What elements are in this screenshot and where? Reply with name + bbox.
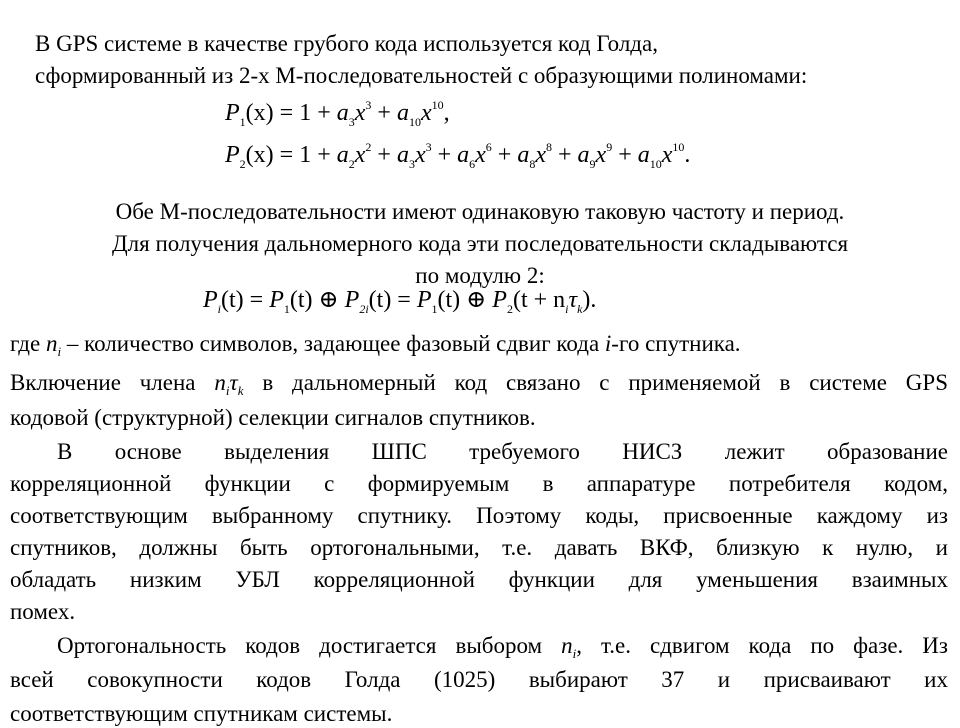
para1-line-2: корреляционной функции с формируемым в аппаратуре потребителя кодом, xyxy=(10,471,948,496)
para1-line-5: обладать низким УБЛ корреляционной функции для уменьшения взаимных xyxy=(10,567,948,592)
inclusion-prefix: Включение члена xyxy=(10,370,215,395)
where-suffix: – количество символов, задающее фазовый сдвиг кода xyxy=(61,331,605,356)
formula-p1 xyxy=(225,98,450,130)
formula-p1-symbol: P xyxy=(225,100,240,126)
formula-p1-x2: x xyxy=(420,100,432,126)
inclusion-k: k xyxy=(237,383,244,398)
para1-line-6: помех. xyxy=(10,599,76,624)
para2-i: i xyxy=(572,646,577,661)
formula-p2-end: . xyxy=(684,142,691,168)
para2-n: n xyxy=(561,633,573,658)
formula-p2-term-sup: 8 xyxy=(546,140,552,154)
formula-p2-term-coef: a xyxy=(517,142,530,168)
formula-p2-term-sub: 6 xyxy=(469,157,476,171)
formula-p2-term-sub: 2 xyxy=(348,157,355,171)
formula-p1-arg: (x) = 1 + xyxy=(245,100,337,126)
formula-pi-sub-k: k xyxy=(577,302,583,316)
formula-p2-symbol: P xyxy=(225,142,240,168)
formula-p2-term-x: x xyxy=(661,142,673,168)
para1-line-4: спутников, должны быть ортогональными, т.е. давать ВКФ, близкую к нулю, и xyxy=(10,535,948,560)
para2-suffix: , т.е. сдвигом кода по фазе. Из xyxy=(576,633,948,658)
formula-p2-plus: + xyxy=(612,142,638,168)
formula-p2-term-sub: 3 xyxy=(408,157,415,171)
formula-p2-term-x: x xyxy=(535,142,546,168)
formula-pi-sub-i: i xyxy=(217,302,222,316)
formula-p1-x1-sup: 3 xyxy=(365,98,372,112)
formula-p2-term-x: x xyxy=(475,142,486,168)
inclusion-line-1 xyxy=(10,369,948,405)
formula-p2-term-sub: 9 xyxy=(589,157,596,171)
formula-pi-sub-i: i xyxy=(565,302,569,316)
inclusion-n: n xyxy=(214,370,226,395)
formula-pi-p: P xyxy=(344,287,360,313)
where-n: n xyxy=(45,331,58,356)
formula-p2-term-sub: 10 xyxy=(649,157,662,171)
intro-line-2: сформированный из 2-х М-последовательностей с образующими полиномами: xyxy=(35,63,808,88)
formula-p1-plus: + xyxy=(371,100,397,126)
formula-p2-plus: + xyxy=(552,142,578,168)
formula-p1-x1: x xyxy=(354,100,366,126)
formula-pi-p: P xyxy=(269,287,284,313)
formula-p1-coef2-sub: 10 xyxy=(408,115,421,129)
formula-pi-oplus: ⊕ xyxy=(466,287,487,313)
where-suffix2: -го спутника. xyxy=(611,331,741,356)
para1-line-1: В основе выделения ШПС требуемого НИСЗ лежит образование xyxy=(57,439,948,464)
formula-pi-paren-t: (t) xyxy=(437,287,467,313)
formula-pi-p: P xyxy=(203,287,218,313)
formula-pi-end: ). xyxy=(582,287,597,313)
formula-p1-coef2: a xyxy=(396,100,409,126)
formula-p1-sub: 1 xyxy=(239,115,246,129)
formula-p2-plus: + xyxy=(491,142,518,168)
formula-p2-term-sub: 8 xyxy=(529,157,536,171)
para2-line-1 xyxy=(57,632,948,668)
para1-line-3: соответствующим выбранному спутнику. Поэтому коды, присвоенные каждому из xyxy=(10,503,948,528)
formula-pi-sub-2i: 2i xyxy=(359,302,369,316)
formula-p2-term-coef: a xyxy=(396,142,409,168)
para2-line-3: соответствующим спутникам системы. xyxy=(10,701,393,726)
middle-line-3: по модулю 2: xyxy=(415,263,545,288)
intro-line-1: В GPS системе в качестве грубого кода используется код Голда, xyxy=(35,31,658,56)
inclusion-tau: τ xyxy=(229,370,238,395)
formula-pi-sub-1: 1 xyxy=(283,302,290,316)
formula-p2-term-x: x xyxy=(595,142,607,168)
formula-pi-sub-2: 2 xyxy=(506,302,513,316)
para2-prefix: Ортогональность кодов достигается выбором xyxy=(57,633,562,658)
formula-p2 xyxy=(225,140,690,172)
formula-p2-term-sup: 3 xyxy=(425,140,432,154)
formula-pi-paren-t: (t) xyxy=(289,287,319,313)
inclusion-suffix: в дальномерный код связано с применяемой в системе GPS xyxy=(243,370,948,395)
where-line xyxy=(10,330,741,366)
formula-p2-term-sup: 9 xyxy=(606,140,613,154)
formula-p2-term-sup: 6 xyxy=(485,140,492,154)
formula-p2-plus: + xyxy=(431,142,458,168)
formula-pi-t: (t) = xyxy=(221,287,270,313)
formula-p1-end: , xyxy=(443,100,450,126)
where-i: i xyxy=(57,344,62,359)
para2-line-2: всей совокупности кодов Голда (1025) выбирают 37 и присваивают их xyxy=(10,667,948,692)
formula-pi-shift: (t + n xyxy=(512,287,566,313)
formula-p2-sub: 2 xyxy=(239,157,246,171)
inclusion-line-2: кодовой (структурной) селекции сигналов спутников. xyxy=(10,405,536,430)
formula-p2-term-x: x xyxy=(354,142,366,168)
inclusion-i: i xyxy=(225,383,230,398)
middle-line-2: Для получения дальномерного кода эти последовательности складываются xyxy=(111,231,849,256)
formula-p2-term-coef: a xyxy=(457,142,470,168)
formula-p2-term-coef: a xyxy=(637,142,650,168)
formula-pi-p: P xyxy=(416,287,432,313)
middle-line-1: Обе М-последовательности имеют одинаковую таковую частоту и период. xyxy=(115,199,845,224)
formula-pi-p: P xyxy=(492,287,507,313)
formula-pi xyxy=(203,285,596,317)
formula-p2-term-x: x xyxy=(414,142,426,168)
where-prefix: где xyxy=(10,331,46,356)
formula-pi-t: (t) = xyxy=(368,287,417,313)
formula-p1-coef1: a xyxy=(336,100,349,126)
formula-p2-term-sup: 2 xyxy=(365,140,372,154)
where-i2: i xyxy=(604,331,612,356)
formula-p2-arg: (x) = 1 + xyxy=(245,142,337,168)
formula-pi-oplus: ⊕ xyxy=(318,287,339,313)
formula-p1-coef1-sub: 3 xyxy=(348,115,355,129)
formula-p2-plus: + xyxy=(371,142,397,168)
formula-pi-sub-1: 1 xyxy=(431,302,438,316)
formula-p2-term-coef: a xyxy=(336,142,349,168)
formula-pi-tau: τ xyxy=(568,287,578,313)
formula-p2-term-coef: a xyxy=(577,142,590,168)
formula-p1-x2-sup: 10 xyxy=(431,98,444,112)
formula-p2-term-sup: 10 xyxy=(672,140,685,154)
